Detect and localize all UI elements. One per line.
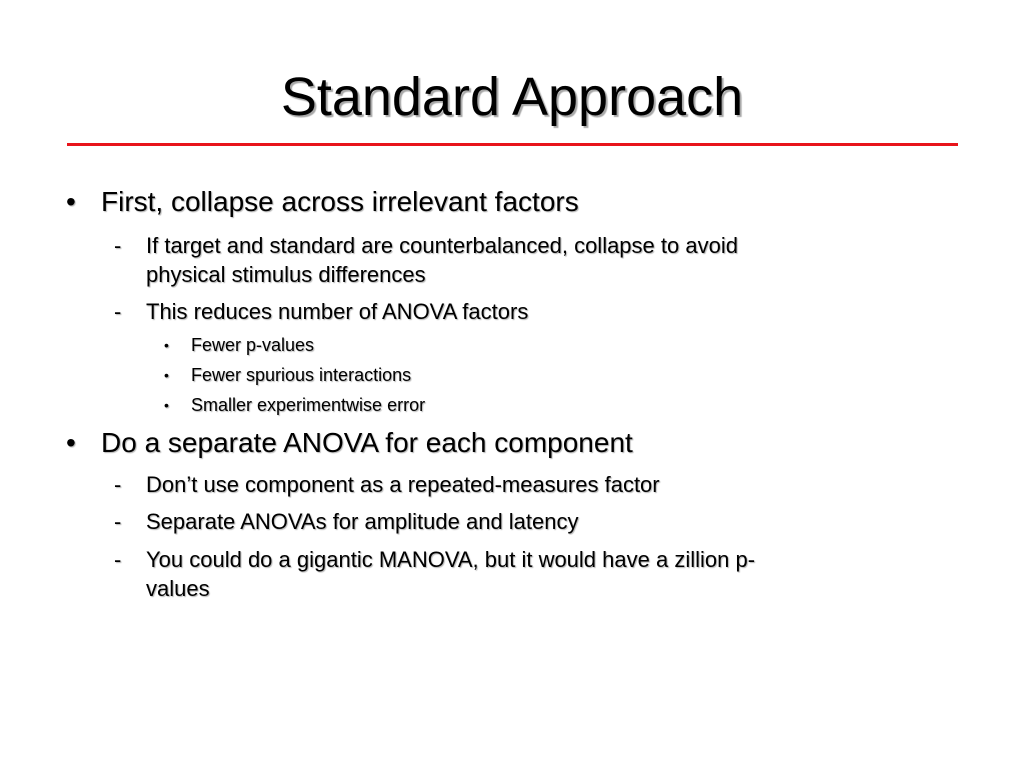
dash-icon: - xyxy=(114,233,122,258)
dash-icon: - xyxy=(114,472,122,497)
sub-bullet-text xyxy=(146,231,946,289)
sub-sub-bullet-text: Smaller experimentwise error xyxy=(191,395,426,415)
small-bullet-icon: • xyxy=(164,367,169,383)
sub-sub-bullet-text: Fewer p-values xyxy=(191,335,315,355)
bullet-icon: • xyxy=(66,186,76,217)
dash-icon: - xyxy=(114,509,122,534)
small-bullet-icon: • xyxy=(164,337,169,353)
sub-bullet-text xyxy=(146,545,946,603)
bullet-text: First, collapse across irrelevant factors xyxy=(101,186,579,217)
sub-bullet-text: This reduces number of ANOVA factors xyxy=(146,299,529,324)
title-underline xyxy=(67,143,958,146)
bullet-text: Do a separate ANOVA for each component xyxy=(101,427,633,458)
sub-bullet-text: Don’t use component as a repeated-measures factor xyxy=(146,472,660,497)
dash-icon: - xyxy=(114,547,122,572)
bullet-icon: • xyxy=(66,427,76,458)
sub-bullet-text: Separate ANOVAs for amplitude and latency xyxy=(146,509,579,534)
sub-bullet-line: You could do a gigantic MANOVA, but it would have a zillion p- xyxy=(146,547,756,572)
sub-sub-bullet-text: Fewer spurious interactions xyxy=(191,365,412,385)
slide-title: Standard Approach xyxy=(280,67,744,127)
dash-icon: - xyxy=(114,299,122,324)
small-bullet-icon: • xyxy=(164,397,169,413)
sub-bullet-line: If target and standard are counterbalanced, collapse to avoid xyxy=(146,233,738,258)
sub-bullet-line: values xyxy=(146,576,210,601)
sub-bullet-line: physical stimulus differences xyxy=(146,262,426,287)
